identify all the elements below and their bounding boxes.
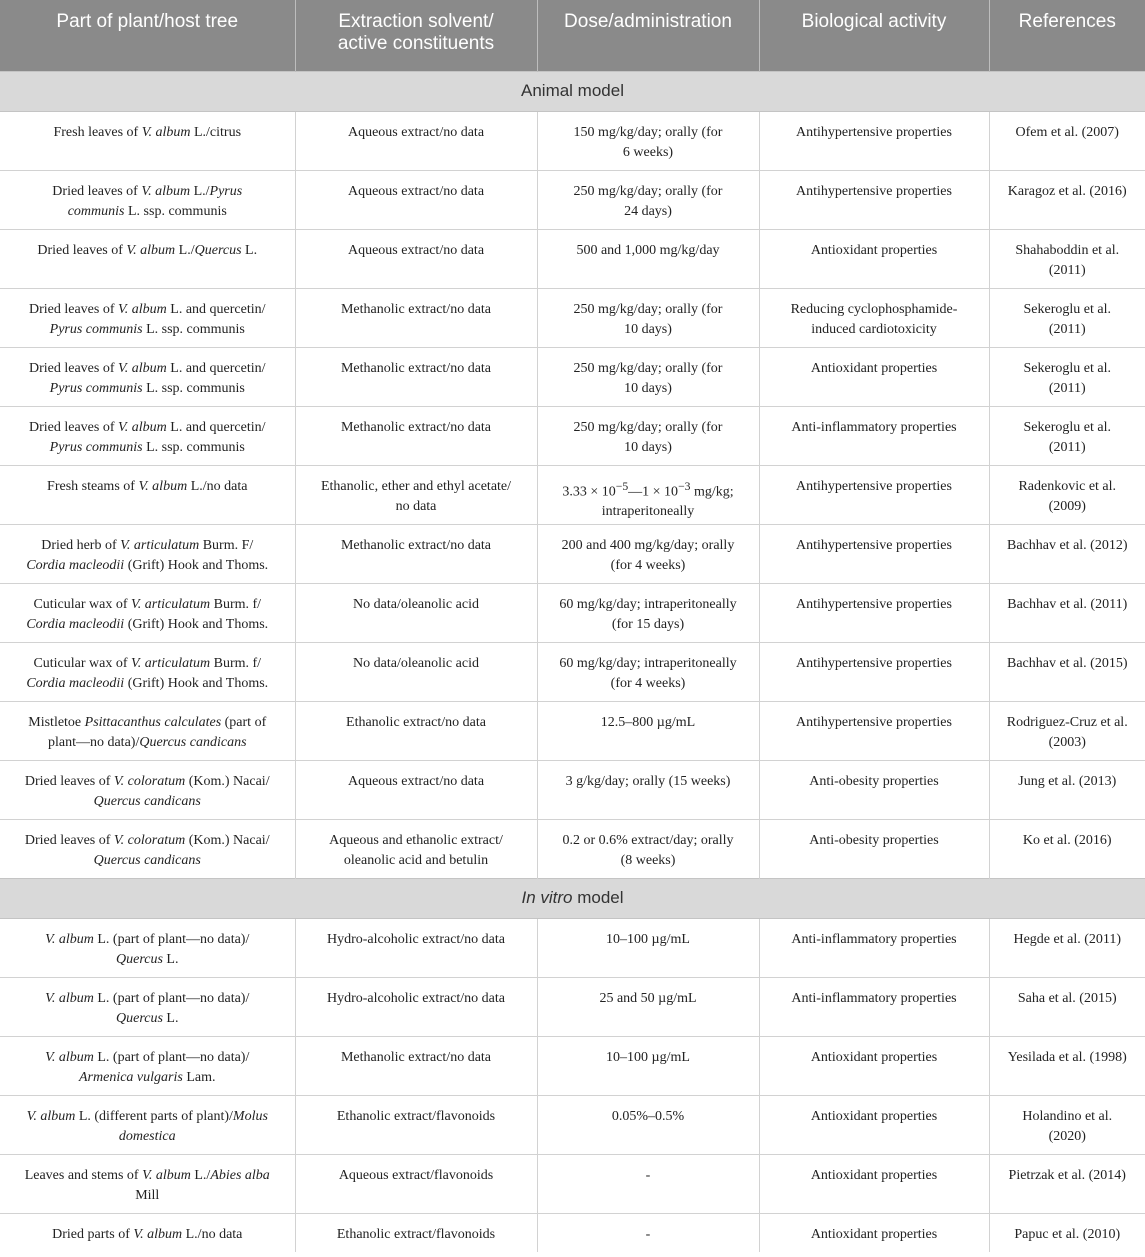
cell-biological-activity: Anti-inflammatory properties (759, 918, 989, 977)
table-row (0, 819, 1145, 878)
cell-dose: 0.2 or 0.6% extract/day; orally (8 weeks) (537, 819, 759, 878)
cell-reference: Bachhav et al. (2015) (989, 642, 1145, 701)
cell-reference: Bachhav et al. (2012) (989, 524, 1145, 583)
cell-part-of-plant: Fresh leaves of V. album L./citrus (0, 111, 295, 170)
cell-biological-activity: Antihypertensive properties (759, 465, 989, 524)
cell-biological-activity: Antihypertensive properties (759, 701, 989, 760)
table-row (0, 1213, 1145, 1252)
cell-part-of-plant: Dried parts of V. album L./no data (0, 1213, 295, 1252)
cell-part-of-plant: V. album L. (part of plant—no data)/ Quercus L. (0, 918, 295, 977)
table-header (0, 0, 1145, 71)
cell-biological-activity: Reducing cyclophosphamide- induced cardiotoxicity (759, 288, 989, 347)
cell-extraction-solvent: Methanolic extract/no data (295, 288, 537, 347)
table-row (0, 1095, 1145, 1154)
table-row (0, 642, 1145, 701)
cell-part-of-plant: Cuticular wax of V. articulatum Burm. f/ Cordia macleodii (Grift) Hook and Thoms. (0, 642, 295, 701)
cell-biological-activity: Antioxidant properties (759, 1036, 989, 1095)
cell-dose: 10–100 µg/mL (537, 1036, 759, 1095)
cell-part-of-plant: Dried leaves of V. album L. and quercetin/ Pyrus communis L. ssp. communis (0, 347, 295, 406)
cell-extraction-solvent: Aqueous extract/no data (295, 170, 537, 229)
cell-biological-activity: Anti-inflammatory properties (759, 977, 989, 1036)
cell-reference: Shahaboddin et al. (2011) (989, 229, 1145, 288)
cell-reference: Rodriguez-Cruz et al. (2003) (989, 701, 1145, 760)
cell-dose: 250 mg/kg/day; orally (for 10 days) (537, 406, 759, 465)
table-row (0, 170, 1145, 229)
cell-extraction-solvent: Aqueous extract/no data (295, 111, 537, 170)
section-title: Animal model (0, 71, 1145, 111)
table-row (0, 347, 1145, 406)
cell-part-of-plant: V. album L. (part of plant—no data)/ Quercus L. (0, 977, 295, 1036)
cell-dose: 250 mg/kg/day; orally (for 10 days) (537, 288, 759, 347)
cell-extraction-solvent: Hydro-alcoholic extract/no data (295, 977, 537, 1036)
cell-dose: 200 and 400 mg/kg/day; orally (for 4 weeks) (537, 524, 759, 583)
cell-dose: - (537, 1213, 759, 1252)
cell-biological-activity: Antioxidant properties (759, 1154, 989, 1213)
cell-reference: Karagoz et al. (2016) (989, 170, 1145, 229)
cell-part-of-plant: Dried leaves of V. coloratum (Kom.) Nacai/ Quercus candicans (0, 819, 295, 878)
cell-extraction-solvent: No data/oleanolic acid (295, 642, 537, 701)
cell-biological-activity: Antioxidant properties (759, 1095, 989, 1154)
cell-extraction-solvent: Ethanolic extract/no data (295, 701, 537, 760)
cell-extraction-solvent: Ethanolic extract/flavonoids (295, 1213, 537, 1252)
cell-reference: Pietrzak et al. (2014) (989, 1154, 1145, 1213)
header-biological-activity-label: Biological activity (801, 11, 947, 32)
cell-extraction-solvent: Methanolic extract/no data (295, 347, 537, 406)
cell-part-of-plant: Dried leaves of V. album L./Pyrus communis L. ssp. communis (0, 170, 295, 229)
header-dose (537, 0, 759, 71)
cell-biological-activity: Antioxidant properties (759, 347, 989, 406)
table-row (0, 1036, 1145, 1095)
cell-dose: 0.05%–0.5% (537, 1095, 759, 1154)
cell-dose: 150 mg/kg/day; orally (for 6 weeks) (537, 111, 759, 170)
cell-extraction-solvent: Methanolic extract/no data (295, 524, 537, 583)
cell-reference: Sekeroglu et al. (2011) (989, 406, 1145, 465)
cell-biological-activity: Antihypertensive properties (759, 111, 989, 170)
cell-part-of-plant: Mistletoe Psittacanthus calculates (part of plant—no data)/Quercus candicans (0, 701, 295, 760)
cell-dose: 250 mg/kg/day; orally (for 24 days) (537, 170, 759, 229)
cell-biological-activity: Anti-obesity properties (759, 760, 989, 819)
cell-extraction-solvent: Methanolic extract/no data (295, 406, 537, 465)
header-biological-activity (759, 0, 989, 71)
header-extraction-solvent-line2: active constituents (337, 33, 495, 54)
section-header-row (0, 71, 1145, 111)
cell-biological-activity: Antioxidant properties (759, 1213, 989, 1252)
cell-dose: 60 mg/kg/day; intraperitoneally (for 15 days) (537, 583, 759, 642)
table-row (0, 406, 1145, 465)
cell-extraction-solvent: Aqueous extract/no data (295, 760, 537, 819)
cell-reference: Jung et al. (2013) (989, 760, 1145, 819)
cell-biological-activity: Antioxidant properties (759, 229, 989, 288)
cell-reference: Sekeroglu et al. (2011) (989, 347, 1145, 406)
cell-extraction-solvent: Aqueous and ethanolic extract/ oleanolic acid and betulin (295, 819, 537, 878)
cell-extraction-solvent: No data/oleanolic acid (295, 583, 537, 642)
cell-part-of-plant: Dried leaves of V. coloratum (Kom.) Nacai/ Quercus candicans (0, 760, 295, 819)
cell-reference: Ofem et al. (2007) (989, 111, 1145, 170)
header-references (989, 0, 1145, 71)
cell-reference: Sekeroglu et al. (2011) (989, 288, 1145, 347)
header-references-label: References (1018, 11, 1116, 32)
header-part-of-plant-label: Part of plant/host tree (56, 11, 239, 32)
cell-dose: 500 and 1,000 mg/kg/day (537, 229, 759, 288)
cell-reference: Holandino et al. (2020) (989, 1095, 1145, 1154)
cell-dose: 25 and 50 µg/mL (537, 977, 759, 1036)
cell-part-of-plant: Fresh steams of V. album L./no data (0, 465, 295, 524)
cell-part-of-plant: V. album L. (part of plant—no data)/ Armenica vulgaris Lam. (0, 1036, 295, 1095)
table-row (0, 583, 1145, 642)
cell-reference: Hegde et al. (2011) (989, 918, 1145, 977)
table-row (0, 229, 1145, 288)
cell-dose: - (537, 1154, 759, 1213)
cell-reference: Bachhav et al. (2011) (989, 583, 1145, 642)
cell-biological-activity: Anti-inflammatory properties (759, 406, 989, 465)
cell-biological-activity: Antihypertensive properties (759, 524, 989, 583)
cell-biological-activity: Antihypertensive properties (759, 642, 989, 701)
cell-part-of-plant: Dried leaves of V. album L./Quercus L. (0, 229, 295, 288)
cell-part-of-plant: Dried leaves of V. album L. and quercetin/ Pyrus communis L. ssp. communis (0, 406, 295, 465)
cell-reference: Saha et al. (2015) (989, 977, 1145, 1036)
cell-extraction-solvent: Ethanolic extract/flavonoids (295, 1095, 537, 1154)
header-row (0, 0, 1145, 71)
cell-dose: 3 g/kg/day; orally (15 weeks) (537, 760, 759, 819)
cell-dose: 10–100 µg/mL (537, 918, 759, 977)
cell-extraction-solvent: Ethanolic, ether and ethyl acetate/ no data (295, 465, 537, 524)
table-row (0, 288, 1145, 347)
cell-extraction-solvent: Hydro-alcoholic extract/no data (295, 918, 537, 977)
table-row (0, 918, 1145, 977)
cell-biological-activity: Antihypertensive properties (759, 170, 989, 229)
cell-dose: $3.33 \times 10^{-5}—1 \times 10^{-3}$ mg/kg; intraperitoneally (537, 465, 759, 524)
cell-extraction-solvent: Aqueous extract/no data (295, 229, 537, 288)
cell-reference: Ko et al. (2016) (989, 819, 1145, 878)
table-row (0, 977, 1145, 1036)
table-row (0, 1154, 1145, 1213)
header-dose-label: Dose/administration (564, 11, 732, 32)
cell-biological-activity: Anti-obesity properties (759, 819, 989, 878)
table-row (0, 465, 1145, 524)
header-extraction-solvent-line1: Extraction solvent/ (338, 11, 494, 32)
cell-part-of-plant: V. album L. (different parts of plant)/Molus domestica (0, 1095, 295, 1154)
cell-part-of-plant: Cuticular wax of V. articulatum Burm. f/ Cordia macleodii (Grift) Hook and Thoms. (0, 583, 295, 642)
cell-dose: 12.5–800 µg/mL (537, 701, 759, 760)
header-part-of-plant (0, 0, 295, 71)
cell-part-of-plant: Leaves and stems of V. album L./Abies alba Mill (0, 1154, 295, 1213)
section-title: In vitro model (0, 878, 1145, 918)
table-row (0, 760, 1145, 819)
table-row (0, 524, 1145, 583)
cell-reference: Radenkovic et al. (2009) (989, 465, 1145, 524)
cell-dose: 250 mg/kg/day; orally (for 10 days) (537, 347, 759, 406)
cell-reference: Yesilada et al. (1998) (989, 1036, 1145, 1095)
cell-dose: 60 mg/kg/day; intraperitoneally (for 4 weeks) (537, 642, 759, 701)
cell-extraction-solvent: Methanolic extract/no data (295, 1036, 537, 1095)
table-row (0, 111, 1145, 170)
cell-reference: Papuc et al. (2010) (989, 1213, 1145, 1252)
section-header-row (0, 878, 1145, 918)
table-body (0, 71, 1145, 1252)
cell-part-of-plant: Dried leaves of V. album L. and quercetin/ Pyrus communis L. ssp. communis (0, 288, 295, 347)
cell-part-of-plant: Dried herb of V. articulatum Burm. F/ Cordia macleodii (Grift) Hook and Thoms. (0, 524, 295, 583)
header-extraction-solvent (295, 0, 537, 71)
cell-biological-activity: Antihypertensive properties (759, 583, 989, 642)
cell-extraction-solvent: Aqueous extract/flavonoids (295, 1154, 537, 1213)
table-row (0, 701, 1145, 760)
